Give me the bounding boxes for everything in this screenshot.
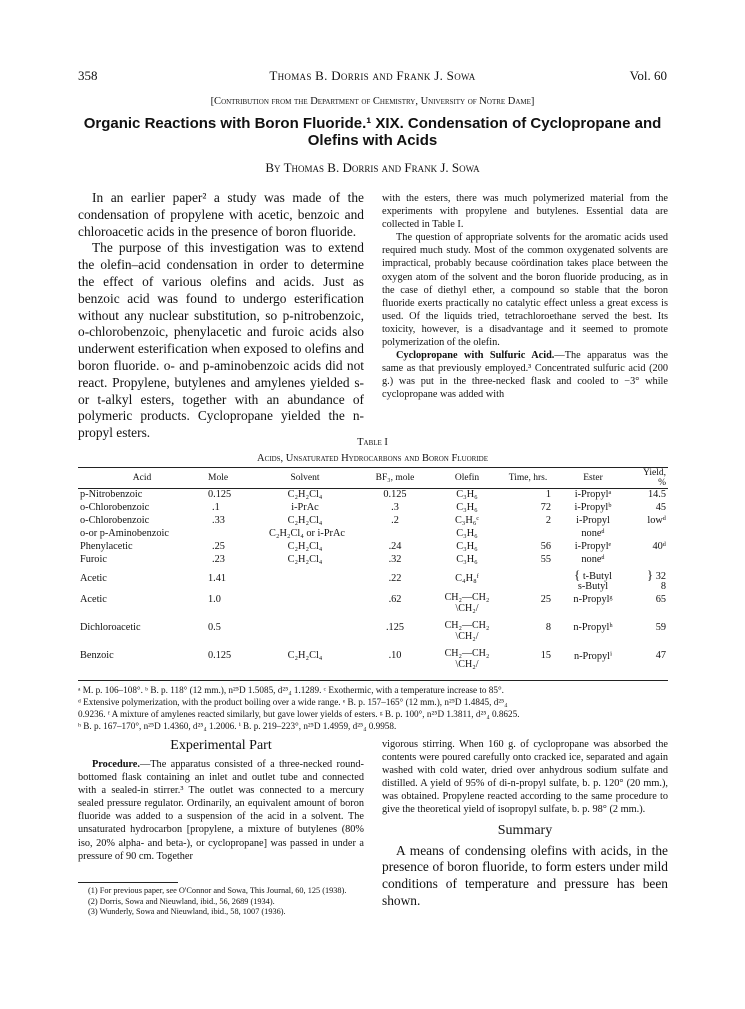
cyclopropane-continued-paragraph: vigorous stirring. When 160 g. of cyclopropane was absorbed the contents were poured carefully onto cracked ice, separated and again washed with cold water, dried over anhydrous sodium sulfate and distilled. A yield of 95% of di-n-propyl sulfate, b. p. 120° (20 mm.), was obtained. Propylene reacted according to the same procedure to give the theoretical yield of isopropyl sulfate, b. p. 98° (2 mm.). <box>382 739 668 816</box>
cell-olefin: C₃H₆ <box>456 502 478 513</box>
table-row <box>78 502 668 515</box>
cell-yield: 14.5 <box>647 489 666 500</box>
cell-olefin: C₃H₆ <box>456 528 478 539</box>
cyclopropane-sulfuric-text: —The apparatus was the same as that previously employed.³ Concentrated sulfuric acid (200 g.) was put in the three-necked flask and cooled to −3° while cyclopropane was added with <box>382 350 669 401</box>
cell-olefin: C₃H₆ <box>456 554 478 565</box>
cell-yield: lowᵈ <box>647 515 666 526</box>
cell-mole: 0.125 <box>208 650 232 661</box>
cell-acid: Acetic <box>80 573 107 584</box>
reference-item: (1) For previous paper, see O'Connor and Sowa, This Journal, 60, 125 (1938). <box>88 886 347 895</box>
cell-mole: 0.125 <box>208 489 232 500</box>
cell-acid: p-Nitrobenzoic <box>80 489 143 500</box>
cell-solvent: C₂H₂Cl₄ <box>287 541 323 552</box>
cell-time: 55 <box>540 554 551 565</box>
ring-slash-icon: / <box>475 603 479 614</box>
cell-bf3: .22 <box>388 573 402 584</box>
table-row <box>78 515 668 528</box>
cell-time: 25 <box>540 594 551 605</box>
ring-slash-icon: \ <box>455 631 459 642</box>
reference-item: (3) Wunderly, Sowa and Nieuwland, ibid., 58, 1007 (1936). <box>88 907 286 916</box>
experimental-heading: Experimental Part <box>170 738 272 753</box>
table-row <box>78 614 668 642</box>
cell-mole: 0.5 <box>208 622 221 633</box>
cell-olefin-cyclopropane <box>431 614 503 642</box>
table-footnotes <box>78 684 668 732</box>
cell-yield <box>633 554 668 567</box>
table-footnote-line: ᵃ M. p. 106–108°. ᵇ B. p. 118° (12 mm.), n²⁵D 1.5085, d²⁵₄ 1.1289. ᶜ Exothermic, with a temperature increase to 85°. <box>78 685 504 695</box>
article-title: Organic Reactions with Boron Fluoride.¹ XIX. Condensation of Cyclopropane and Olefins with Acids <box>83 115 662 149</box>
cell-yield: 45 <box>655 502 666 513</box>
cell-solvent: i-PrAc <box>291 502 319 513</box>
cell-acid: Furoic <box>80 554 107 565</box>
cell-solvent <box>251 614 359 642</box>
yield-t-butyl: } 32 <box>646 567 666 582</box>
col-header-solvent: Solvent <box>290 473 320 483</box>
cell-acid: Benzoic <box>80 650 114 661</box>
cell-time: 56 <box>540 541 551 552</box>
cell-solvent: C₂H₂Cl₄ or i-PrAc <box>269 528 345 539</box>
cell-yield: 47 <box>655 650 666 661</box>
ester-s-butyl: s-Butyl <box>577 581 609 592</box>
col-header-acid: Acid <box>132 473 152 483</box>
ring-bottom: \CH₂/ <box>455 631 479 642</box>
yield-s-butyl: 8 <box>660 581 666 592</box>
table-label: Table I <box>357 437 388 448</box>
cell-ester: n-Propylᵍ <box>573 594 613 605</box>
ester-t-butyl: { t-Butyl <box>573 567 612 582</box>
cyclopropane-sulfuric-heading: Cyclopropane with Sulfuric Acid. <box>396 350 555 362</box>
cell-mole: .33 <box>212 515 225 526</box>
cell-olefin-cyclopropane <box>431 592 503 614</box>
col-header-time: Time, hrs. <box>508 473 548 483</box>
cell-olefin: C₃H₆ <box>456 489 478 500</box>
volume-number: Vol. 60 <box>629 68 667 83</box>
cell-yield <box>633 528 668 541</box>
col-header-bf3: BF₃, mole <box>375 473 415 483</box>
table-caption: Acids, Unsaturated Hydrocarbons and Boron Fluoride <box>256 453 489 464</box>
cell-ester: i-Propylᵉ <box>574 541 612 552</box>
table-row <box>78 567 668 592</box>
cell-solvent <box>251 592 359 614</box>
table-bottom-rule <box>78 680 668 681</box>
cell-bf3: .32 <box>388 554 402 565</box>
summary-heading: Summary <box>497 822 553 838</box>
col-header-olefin: Olefin <box>454 473 480 483</box>
cell-olefin: C₃H₆ᶜ <box>454 515 480 526</box>
contribution-line: [Contribution from the Department of Chemistry, University of Notre Dame] <box>210 96 535 107</box>
summary-text: A means of condensing olefins with acids, in the presence of boron fluoride, to form esters under mild conditions of temperature and pressure has been shown. <box>382 842 668 908</box>
cell-mole: .25 <box>212 541 225 552</box>
ring-slash-icon: / <box>475 659 479 670</box>
col-header-yield: Yield, % <box>643 468 666 488</box>
cell-ester: n-Propylʰ <box>573 622 613 633</box>
cell-bf3: .24 <box>388 541 402 552</box>
table-footnote-line: ᵈ Extensive polymerization, with the product boiling over a wide range. ᵉ B. p. 157–165° (12 mm.), n²⁵D 1.4845, d²⁵₄ <box>78 697 508 707</box>
byline: By Thomas B. Dorris and Frank J. Sowa <box>265 160 480 175</box>
running-header-authors: Thomas B. Dorris and Frank J. Sowa <box>269 68 476 83</box>
right-paragraph-3 <box>382 349 668 401</box>
cell-ester <box>553 567 633 592</box>
cell-olefin: C₃H₆ <box>456 541 478 552</box>
cell-acid: Phenylacetic <box>80 541 133 552</box>
cell-solvent: C₂H₂Cl₄ <box>287 650 323 661</box>
cell-acid: o-Chlorobenzoic <box>80 515 150 526</box>
cell-solvent: C₂H₂Cl₄ <box>287 489 323 500</box>
procedure-text: —The apparatus consisted of a three-necked round-bottomed flask containing an inlet and outlet tube and connected with a sealed-in stirrer.³ The outlet was connected to a mercury sealed pressure regulator. Ordinarily, an equivalent amount of boron fluoride was added to a suspension of the acid in a solvent. The unsaturated hydrocarbon [propylene, a mixture of butylenes (80% iso, 20% alpha- and beta-), or cyclopropane] was passed in under a pressure of 90 cm. Together <box>78 759 364 862</box>
cell-ester: i-Propylᵃ <box>574 489 612 500</box>
cell-time: 72 <box>540 502 551 513</box>
procedure-heading: Procedure. <box>92 759 140 770</box>
cell-bf3: .62 <box>388 594 402 605</box>
cell-yield: 65 <box>655 594 666 605</box>
table-row <box>78 592 668 614</box>
cell-olefin: C₄H₈ᶠ <box>455 573 479 584</box>
data-table <box>78 468 668 670</box>
ring-bottom: \CH₂/ <box>455 659 479 670</box>
cell-mole: .1 <box>212 502 220 513</box>
procedure-paragraph <box>78 758 364 863</box>
cell-mole: 1.41 <box>208 573 227 584</box>
cell-ester: noneᵈ <box>581 528 605 539</box>
table-footnote-line: ʰ B. p. 167–170°, n²⁵D 1.4360, d²⁵₄ 1.2006. ⁱ B. p. 219–223°, n²⁵D 1.4959, d²⁵₄ 0.9958. <box>78 721 397 731</box>
right-bottom-column <box>382 738 668 910</box>
ring-bottom: \CH₂/ <box>455 603 479 614</box>
cell-time: 15 <box>540 650 551 661</box>
left-brace-icon: { <box>573 567 581 582</box>
right-paragraph-1: with the esters, there was much polymerized material from the experiments with propylene and butylenes. Essential data are collected in Table I. <box>382 193 668 231</box>
cell-time <box>503 528 553 541</box>
experimental-column <box>78 738 364 863</box>
cell-acid: Acetic <box>80 594 107 605</box>
intro-paragraph-2: The purpose of this investigation was to extend the olefin–acid condensation in order to determine the effect of various olefins and acids. Just as benzoic acid was found to undergo esterification without any nuclear substitution, so p-nitrobenzoic, o-chlorobenzoic, phenylacetic and furoic acids also underwent esterification when exposed to olefins and boron fluoride. o- and p-aminobenzoic acids did not react. Propylene, butylenes and amylenes yielded s- or t-alkyl esters, together with an abundance of polymeric products. Cyclopropane yielded the n-propyl esters. <box>78 240 364 441</box>
cell-solvent <box>251 567 359 592</box>
cell-time: 1 <box>545 489 551 500</box>
reference-item: (2) Dorris, Sowa and Nieuwland, ibid., 56, 2689 (1934). <box>88 896 275 906</box>
ring-top: CH₂—CH₂ <box>444 620 490 631</box>
cell-ester: i-Propyl <box>576 515 610 526</box>
cell-yield: 40ᵈ <box>652 541 666 552</box>
right-paragraph-2: The question of appropriate solvents for the aromatic acids used required much study. Most of the common oxygenated solvents are impractical, probably because coördination takes place between the oxygen atom of the solvent and the boron fluoride producing, as in the case of diethyl ether, a compound so stable that the boron fluoride exerts practically no catalytic effect unless a great excess is used. Of the liquids tried, tetrachloroethane served the best. Its toxicity, however, is a disadvantage and it seemed to promote polymerization of the olefin. <box>382 232 668 349</box>
cell-ester: noneᵈ <box>581 554 605 565</box>
cell-solvent: C₂H₂Cl₄ <box>287 554 323 565</box>
cell-yield: 59 <box>655 622 666 633</box>
table-row <box>78 642 668 670</box>
page-number: 358 <box>78 68 98 83</box>
cell-mole: 1.0 <box>208 594 221 605</box>
table-row <box>78 541 668 554</box>
cell-mole: .23 <box>212 554 225 565</box>
cell-acid: o-or p-Aminobenzoic <box>80 528 169 539</box>
ring-slash-icon: \ <box>455 603 459 614</box>
cell-time: 8 <box>545 622 551 633</box>
ring-top: CH₂—CH₂ <box>444 592 490 603</box>
cell-solvent: C₂H₂Cl₄ <box>287 515 323 526</box>
cell-yield <box>633 567 668 592</box>
cell-bf3 <box>359 528 431 541</box>
cell-olefin-cyclopropane <box>431 642 503 670</box>
cell-bf3: .2 <box>391 515 399 526</box>
cell-bf3: 0.125 <box>383 489 407 500</box>
cell-ester: n-Propylⁱ <box>573 651 613 662</box>
footnote-rule <box>78 882 178 883</box>
cell-time: 2 <box>545 515 551 526</box>
cell-bf3: .125 <box>385 622 405 633</box>
ring-slash-icon: \ <box>455 659 459 670</box>
right-top-column <box>382 192 668 402</box>
ring-top: CH₂—CH₂ <box>444 648 490 659</box>
intro-column <box>78 190 364 442</box>
cell-ester: i-Propylᵇ <box>574 502 612 513</box>
cell-time <box>503 567 553 592</box>
cell-acid: Dichloroacetic <box>80 622 141 633</box>
cell-bf3: .3 <box>391 502 399 513</box>
col-header-ester: Ester <box>583 473 603 483</box>
cell-acid: o-Chlorobenzoic <box>80 502 150 513</box>
right-brace-icon: } <box>646 567 654 582</box>
cell-bf3: .10 <box>388 650 402 661</box>
col-header-mole: Mole <box>208 473 229 483</box>
table-container <box>78 468 668 670</box>
table-row <box>78 489 668 503</box>
table-row <box>78 528 668 541</box>
table-footnote-line: 0.9236. ᶠ A mixture of amylenes reacted similarly, but gave lower yields of esters. ᵍ B. p. 100°, n²⁵D 1.3811, d²⁵₄ 0.8625. <box>78 709 520 719</box>
intro-paragraph-1: In an earlier paper² a study was made of the condensation of propylene with acetic, benzoic and chloroacetic acids in the presence of boron fluoride. <box>78 190 364 239</box>
ring-slash-icon: / <box>475 631 479 642</box>
table-row <box>78 554 668 567</box>
references-block <box>78 886 364 918</box>
